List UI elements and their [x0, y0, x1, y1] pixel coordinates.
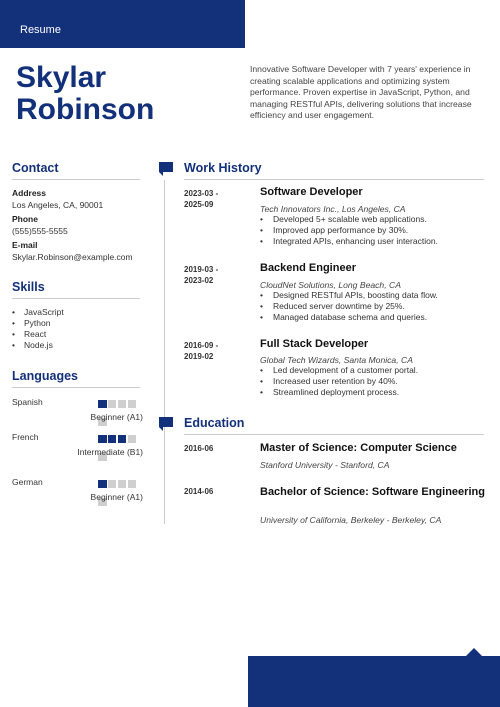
email-label: E-mail	[12, 240, 38, 250]
job-duties	[260, 290, 438, 323]
phone-label: Phone	[12, 214, 38, 224]
education-degree: Master of Science: Computer Science	[260, 442, 457, 454]
skill-item: • Node.js	[12, 340, 64, 351]
duty-item: • Streamlined deployment process.	[260, 387, 418, 398]
job-dates	[184, 264, 244, 286]
level-segment	[118, 480, 127, 488]
duty-item: • Managed database schema and queries.	[260, 312, 438, 323]
bookmark-flag-icon	[159, 417, 173, 431]
column-divider	[164, 180, 165, 524]
language-name: Spanish	[12, 397, 43, 407]
skills-heading: Skills	[12, 280, 45, 294]
duty-item: • Integrated APIs, enhancing user interaction.	[260, 236, 438, 247]
email-value: Skylar.Robinson@example.com	[12, 252, 133, 262]
languages-rule	[12, 387, 140, 388]
bookmark-flag-icon	[159, 162, 173, 176]
skill-item: • React	[12, 329, 64, 340]
address-label: Address	[12, 188, 47, 198]
job-duties	[260, 214, 438, 247]
education-rule	[184, 434, 484, 435]
education-heading: Education	[184, 416, 245, 430]
education-degree: Bachelor of Science: Software Engineering	[260, 486, 485, 498]
job-end: 2019-02	[184, 352, 214, 361]
education-school: Stanford University - Stanford, CA	[260, 460, 390, 470]
duty-item: • Improved app performance by 30%.	[260, 225, 438, 236]
job-start: 2016-09 -	[184, 341, 219, 350]
resume-tag: Resume	[20, 24, 61, 36]
level-segment	[118, 400, 127, 408]
last-name: Robinson	[16, 93, 155, 126]
contact-rule	[12, 179, 140, 180]
contact-heading: Contact	[12, 161, 59, 175]
job-title: Full Stack Developer	[260, 338, 369, 350]
education-date: 2016-06	[184, 444, 214, 453]
job-end: 2023-02	[184, 276, 214, 285]
address-value: Los Angeles, CA, 90001	[12, 200, 104, 210]
language-level: Beginner (A1)	[90, 492, 143, 502]
job-duties	[260, 365, 418, 398]
level-segment	[128, 480, 137, 488]
language-name: German	[12, 477, 43, 487]
level-segment	[128, 400, 137, 408]
job-start: 2019-03 -	[184, 265, 219, 274]
language-level: Intermediate (B1)	[77, 447, 143, 457]
skill-item: • Python	[12, 318, 64, 329]
job-title: Software Developer	[260, 186, 363, 198]
level-segment	[98, 400, 107, 408]
language-level-bar	[98, 400, 145, 408]
work-history-heading: Work History	[184, 161, 262, 175]
level-segment	[108, 400, 117, 408]
professional-summary: Innovative Software Developer with 7 years' experience in creating scalable applications and optimizing system performance. Proven expertise in JavaScript, Python, and managing RESTful APIs, delivering solutions that increase efficiency and user engagement.	[250, 64, 472, 120]
level-segment	[108, 435, 117, 443]
education-date: 2014-06	[184, 487, 214, 496]
duty-item: • Developed 5+ scalable web applications.	[260, 214, 438, 225]
level-segment	[98, 435, 107, 443]
language-name: French	[12, 432, 39, 442]
languages-heading: Languages	[12, 369, 78, 383]
footer-block	[248, 656, 500, 707]
skills-list	[12, 307, 64, 351]
work-history-rule	[184, 179, 484, 180]
duty-item: • Led development of a customer portal.	[260, 365, 418, 376]
education-school: University of California, Berkeley - Berkeley, CA	[260, 515, 442, 525]
duty-item: • Increased user retention by 40%.	[260, 376, 418, 387]
level-segment	[128, 435, 137, 443]
job-dates	[184, 340, 244, 362]
level-segment	[108, 480, 117, 488]
candidate-name	[16, 62, 154, 126]
job-start: 2023-03 -	[184, 189, 219, 198]
phone-value: (555)555-5555	[12, 226, 68, 236]
footer-notch	[466, 648, 482, 656]
language-level: Beginner (A1)	[90, 412, 143, 422]
job-dates	[184, 188, 244, 210]
job-company: CloudNet Solutions, Long Beach, CA	[260, 280, 401, 290]
skill-item: • JavaScript	[12, 307, 64, 318]
job-title: Backend Engineer	[260, 262, 356, 274]
duty-item: • Reduced server downtime by 25%.	[260, 301, 438, 312]
skills-rule	[12, 298, 140, 299]
job-company: Tech Innovators Inc., Los Angeles, CA	[260, 204, 406, 214]
first-name: Skylar	[16, 61, 107, 94]
job-company: Global Tech Wizards, Santa Monica, CA	[260, 355, 413, 365]
language-level-bar	[98, 435, 145, 443]
resume-banner	[0, 0, 245, 48]
job-end: 2025-09	[184, 200, 214, 209]
duty-item: • Designed RESTful APIs, boosting data flow.	[260, 290, 438, 301]
level-segment	[118, 435, 127, 443]
level-segment	[98, 480, 107, 488]
language-level-bar	[98, 480, 145, 488]
